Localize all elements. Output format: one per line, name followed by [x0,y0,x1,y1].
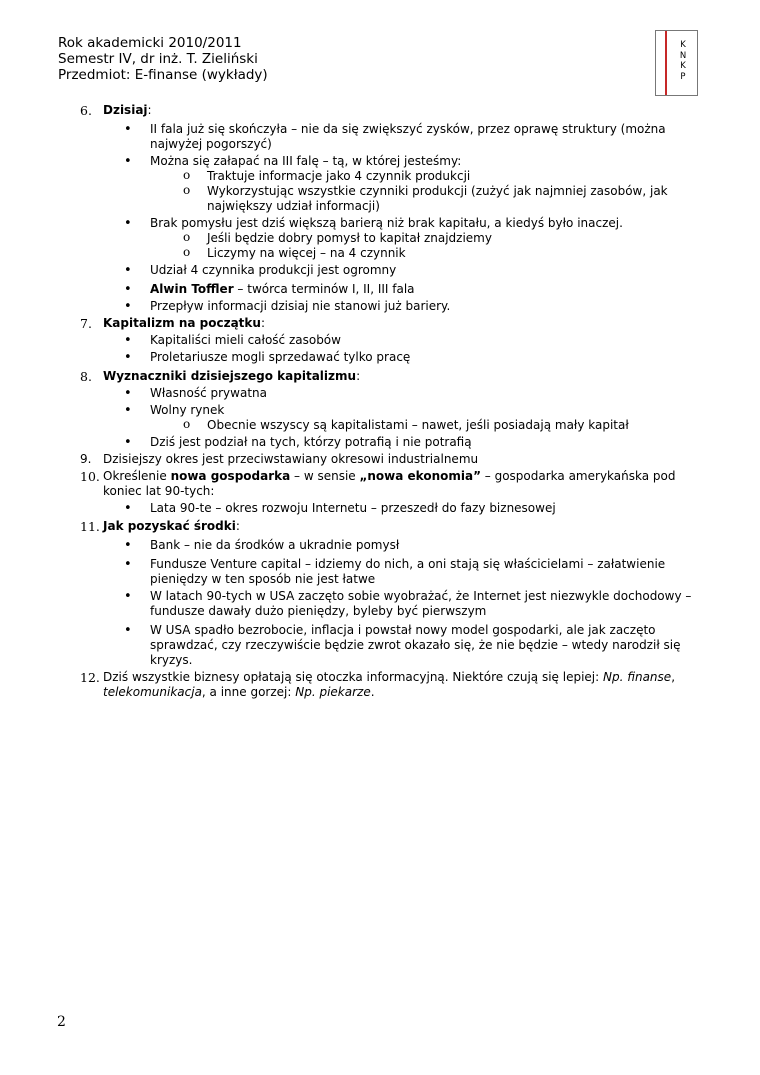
sub-bullet: o Jeśli będzie dobry pomysł to kapitał znajdziemy [183,230,492,245]
list-item-7: 7. Kapitalizm na początku: [80,316,265,331]
header-subject: Przedmiot: E-finanse (wykłady) [58,67,268,83]
item-title: Dzisiaj [103,103,148,117]
bullet: • Przepływ informacji dzisiaj nie stanowi już bariery. [124,299,451,314]
bullet: • Proletariusze mogli sprzedawać tylko pracę [124,350,411,365]
item-title: Jak pozyskać środki [103,519,236,533]
bullet: • II fala już się skończyła – nie da się zwiększyć zysków, przez oprawę struktury (można najwyżej pogorszyć) [124,122,666,151]
list-item-10: 10. Określenie nowa gospodarka – w sensie „nowa ekonomia” – gospodarka amerykańska pod koniec lat 90-tych: [80,469,676,498]
list-item-12: 12. Dziś wszystkie biznesy opłatają się otoczka informacyjną. Niektóre czują się lepiej: Np. finanse, telekomunikacja, a inne gorzej: Np. piekarze. [80,670,676,699]
header-semester: Semestr IV, dr inż. T. Zieliński [58,51,258,67]
bullet: • Dziś jest podział na tych, którzy potrafią i nie potrafią [124,435,472,450]
bullet: • Fundusze Venture capital – idziemy do nich, a oni stają się właścicielami – załatwienie pieniędzy w ten sposób nie jest łatwe [124,557,666,586]
bullet: • Własność prywatna [124,386,267,401]
bullet: • W latach 90-tych w USA zaczęto sobie wyobrażać, że Internet jest niezwykle dochodowy – fundusze dawały dużo pieniędzy, byleby być pierwszym [124,589,692,618]
sub-bullet: o Wykorzystując wszystkie czynniki produkcji (zużyć jak najmniej zasobów, jak największy udział informacji) [183,183,668,213]
bullet: • Alwin Toffler – twórca terminów I, II, III fala [124,282,415,297]
item-title: Wyznaczniki dzisiejszego kapitalizmu [103,369,357,383]
bullet: • Kapitaliści mieli całość zasobów [124,333,341,348]
notes-content [0,103,760,700]
logo-letters: K N K P [679,40,687,82]
bullet: • Brak pomysłu jest dziś większą barierą niż brak kapitału, a kiedyś było inaczej. [124,216,623,231]
bullet: • Bank – nie da środków a ukradnie pomysł [124,538,400,553]
sub-bullet: o Obecnie wszyscy są kapitalistami – nawet, jeśli posiadają mały kapitał [183,417,629,432]
document-header [58,35,268,83]
list-item-9: 9. Dzisiejszy okres jest przeciwstawiany okresowi industrialnemu [80,452,479,466]
knkp-logo [655,30,698,96]
bullet: • Można się załapać na III falę – tą, w której jesteśmy: [124,154,462,169]
list-item-11: 11. Jak pozyskać środki: [80,519,240,534]
bullet: • Lata 90-te – okres rozwoju Internetu – przeszedł do fazy biznesowej [124,501,556,516]
item-title: Kapitalizm na początku [103,316,261,330]
sub-bullet: o Traktuje informacje jako 4 czynnik produkcji [183,168,471,183]
list-item-8: 8. Wyznaczniki dzisiejszego kapitalizmu: [80,369,361,384]
list-item-6: 6. Dzisiaj: [80,103,152,118]
header-academic-year: Rok akademicki 2010/2011 [58,35,242,51]
logo-red-bar [665,31,667,95]
sub-bullet: o Liczymy na więcej – na 4 czynnik [183,245,406,260]
bullet: • Udział 4 czynnika produkcji jest ogromny [124,263,397,278]
page-number: 2 [57,1014,66,1030]
bullet: • Wolny rynek [124,403,225,418]
bullet: • W USA spadło bezrobocie, inflacja i powstał nowy model gospodarki, ale jak zaczęto sprawdzać, czy rzeczywiście będzie zwrot okazało się, że nie będzie – wtedy narodził się kryzys. [124,623,681,667]
